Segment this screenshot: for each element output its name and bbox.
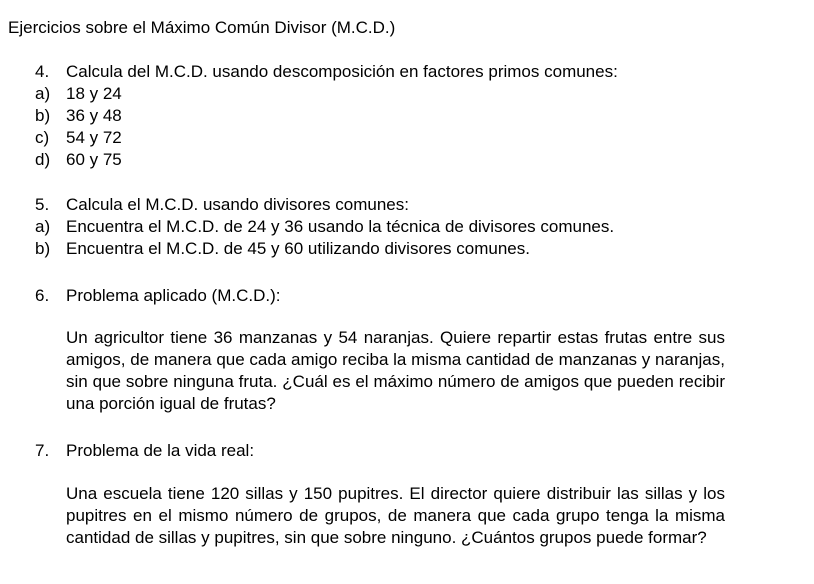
problem-paragraph: Una escuela tiene 120 sillas y 150 pupitres. El director quiere distribuir las sillas y los pupitres en el mismo número de grupos, de manera que cada grupo tenga la misma cantidad de sillas y pupitres, sin que sobre ninguno. ¿Cuántos grupos puede formar? xyxy=(66,484,725,547)
exercise-heading xyxy=(35,194,735,216)
exercise-7 xyxy=(35,440,735,549)
item-letter: a) xyxy=(35,84,51,103)
exercise-heading xyxy=(35,61,735,83)
item-letter: a) xyxy=(35,217,51,236)
exercise-6 xyxy=(35,285,735,415)
exercise-heading xyxy=(35,285,735,307)
exercise-5 xyxy=(35,194,735,260)
exercise-heading-text: Calcula el M.C.D. usando divisores comunes: xyxy=(66,195,409,214)
list-item xyxy=(35,127,735,149)
exercise-heading xyxy=(35,440,735,462)
list-item xyxy=(35,149,735,171)
item-text: 36 y 48 xyxy=(66,106,122,125)
item-text: Encuentra el M.C.D. de 24 y 36 usando la técnica de divisores comunes. xyxy=(66,217,615,236)
exercise-4 xyxy=(35,61,735,171)
list-item xyxy=(35,105,735,127)
exercise-number: 5. xyxy=(35,195,50,214)
exercise-number: 7. xyxy=(35,441,50,460)
item-text: 54 y 72 xyxy=(66,128,122,147)
item-text: Encuentra el M.C.D. de 45 y 60 utilizando divisores comunes. xyxy=(66,239,530,258)
problem-paragraph: Un agricultor tiene 36 manzanas y 54 naranjas. Quiere repartir estas frutas entre sus amigos, de manera que cada amigo reciba la misma cantidad de manzanas y naranjas, sin que sobre ninguna fruta. ¿Cuál es el máximo número de amigos que pueden recibir una porción igual de frutas? xyxy=(66,328,725,413)
list-item xyxy=(35,216,735,238)
item-text: 18 y 24 xyxy=(66,84,122,103)
exercise-number: 4. xyxy=(35,62,50,81)
item-text: 60 y 75 xyxy=(66,150,122,169)
exercise-heading-text: Problema de la vida real: xyxy=(66,441,255,460)
item-letter: c) xyxy=(35,128,50,147)
exercise-heading-text: Problema aplicado (M.C.D.): xyxy=(66,286,281,305)
item-letter: d) xyxy=(35,150,51,169)
exercise-heading-text: Calcula del M.C.D. usando descomposición en factores primos comunes: xyxy=(66,62,618,81)
page-title: Ejercicios sobre el Máximo Común Divisor (M.C.D.) xyxy=(8,18,396,37)
item-letter: b) xyxy=(35,239,51,258)
list-item xyxy=(35,83,735,105)
item-letter: b) xyxy=(35,106,51,125)
list-item xyxy=(35,238,735,260)
exercise-number: 6. xyxy=(35,286,50,305)
